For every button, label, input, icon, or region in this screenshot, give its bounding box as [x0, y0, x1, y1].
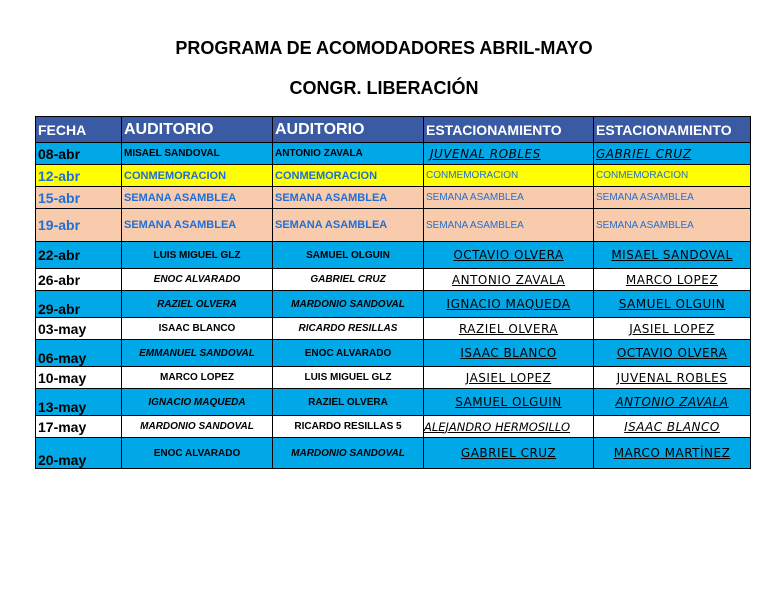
table-row — [36, 416, 751, 438]
table-row — [36, 187, 751, 209]
auditorio-1-cell: IGNACIO MAQUEDA — [122, 389, 273, 416]
estacionamiento-1-name: GABRIEL CRUZ — [460, 446, 557, 460]
auditorio-2-cell: GABRIEL CRUZ — [273, 269, 424, 291]
auditorio-2-cell: RICARDO RESILLAS — [273, 318, 424, 340]
estacionamiento-2-name: GABRIEL CRUZ — [596, 146, 692, 161]
estacionamiento-1-cell — [424, 318, 594, 340]
row-date: 15-abr — [36, 187, 122, 209]
estacionamiento-1-cell — [424, 389, 594, 416]
estacionamiento-1-name: JASIEL LOPEZ — [465, 370, 552, 385]
estacionamiento-2-cell: CONMEMORACION — [594, 165, 751, 187]
table-row — [36, 209, 751, 242]
table-row — [36, 165, 751, 187]
estacionamiento-2-name: ANTONIO ZAVALA — [615, 395, 729, 409]
estacionamiento-2-name: SAMUEL OLGUIN — [618, 297, 726, 311]
estacionamiento-1-cell — [424, 269, 594, 291]
estacionamiento-2-cell — [594, 389, 751, 416]
row-date: 06-may — [36, 340, 122, 367]
table-row — [36, 389, 751, 416]
auditorio-2-cell: ANTONIO ZAVALA — [273, 143, 424, 165]
row-date: 13-may — [36, 389, 122, 416]
estacionamiento-2-name: MISAEL SANDOVAL — [611, 248, 733, 262]
estacionamiento-2-cell — [594, 318, 751, 340]
page-subtitle: CONGR. LIBERACIÓN — [289, 78, 479, 98]
auditorio-1-cell: MISAEL SANDOVAL — [122, 143, 273, 165]
estacionamiento-2-cell — [594, 416, 751, 438]
estacionamiento-2-cell — [594, 269, 751, 291]
estacionamiento-1-name: ANTONIO ZAVALA — [451, 272, 566, 287]
row-date: 29-abr — [36, 291, 122, 318]
table-row — [36, 318, 751, 340]
table-row — [36, 367, 751, 389]
auditorio-1-cell: LUIS MIGUEL GLZ — [122, 242, 273, 269]
auditorio-2-cell: RICARDO RESILLAS 5 — [273, 416, 424, 438]
estacionamiento-1-cell — [424, 242, 594, 269]
estacionamiento-1-cell: SEMANA ASAMBLEA — [424, 209, 594, 242]
estacionamiento-2-name: MARCO LOPEZ — [625, 272, 719, 287]
auditorio-2-cell: RAZIEL OLVERA — [273, 389, 424, 416]
estacionamiento-1-name: RAZIEL OLVERA — [458, 321, 559, 336]
row-date: 22-abr — [36, 242, 122, 269]
header-estacionamiento-2: ESTACIONAMIENTO — [594, 117, 751, 143]
estacionamiento-2-name: OCTAVIO OLVERA — [616, 346, 728, 360]
auditorio-2-cell: SEMANA ASAMBLEA — [273, 187, 424, 209]
auditorio-1-cell: ENOC ALVARADO — [122, 269, 273, 291]
auditorio-2-cell: CONMEMORACION — [273, 165, 424, 187]
row-date: 10-may — [36, 367, 122, 389]
auditorio-1-cell: MARDONIO SANDOVAL — [122, 416, 273, 438]
row-date: 12-abr — [36, 165, 122, 187]
estacionamiento-1-cell — [424, 291, 594, 318]
estacionamiento-2-cell: SEMANA ASAMBLEA — [594, 209, 751, 242]
row-date: 26-abr — [36, 269, 122, 291]
estacionamiento-1-cell — [424, 438, 594, 469]
auditorio-2-cell: MARDONIO SANDOVAL — [273, 291, 424, 318]
table-row — [36, 340, 751, 367]
estacionamiento-2-cell — [594, 242, 751, 269]
auditorio-2-cell: SAMUEL OLGUIN — [273, 242, 424, 269]
estacionamiento-1-cell — [424, 367, 594, 389]
estacionamiento-1-name: SAMUEL OLGUIN — [455, 395, 562, 409]
header-auditorio-1: AUDITORIO — [122, 117, 273, 143]
auditorio-1-cell: CONMEMORACION — [122, 165, 273, 187]
estacionamiento-1-name: IGNACIO MAQUEDA — [446, 297, 571, 311]
auditorio-1-cell: EMMANUEL SANDOVAL — [122, 340, 273, 367]
estacionamiento-1-cell — [424, 416, 594, 438]
estacionamiento-1-name: ALEJANDRO HERMOSILLO — [424, 419, 571, 434]
table-row — [36, 242, 751, 269]
auditorio-1-cell: SEMANA ASAMBLEA — [122, 209, 273, 242]
table-row — [36, 291, 751, 318]
estacionamiento-1-name: JUVENAL ROBLES — [430, 146, 541, 161]
auditorio-1-cell: ENOC ALVARADO — [122, 438, 273, 469]
table-row — [36, 269, 751, 291]
auditorio-2-cell: SEMANA ASAMBLEA — [273, 209, 424, 242]
row-date: 19-abr — [36, 209, 122, 242]
estacionamiento-1-cell: SEMANA ASAMBLEA — [424, 187, 594, 209]
row-date: 03-may — [36, 318, 122, 340]
header-auditorio-2: AUDITORIO — [273, 117, 424, 143]
estacionamiento-1-cell — [424, 340, 594, 367]
estacionamiento-2-cell — [594, 143, 751, 165]
schedule-table — [35, 116, 751, 469]
estacionamiento-2-cell — [594, 438, 751, 469]
estacionamiento-2-name: ISAAC BLANCO — [624, 419, 720, 434]
estacionamiento-2-cell — [594, 340, 751, 367]
estacionamiento-1-name: ISAAC BLANCO — [460, 346, 557, 360]
estacionamiento-2-name: MARCO MARTÍNEZ — [613, 446, 731, 460]
estacionamiento-2-name: JUVENAL ROBLES — [616, 370, 728, 385]
table-row — [36, 438, 751, 469]
header-row — [36, 117, 751, 143]
auditorio-2-cell: MARDONIO SANDOVAL — [273, 438, 424, 469]
header-estacionamiento-1: ESTACIONAMIENTO — [424, 117, 594, 143]
header-date: FECHA — [36, 117, 122, 143]
estacionamiento-1-cell: CONMEMORACION — [424, 165, 594, 187]
estacionamiento-2-cell — [594, 291, 751, 318]
auditorio-1-cell: MARCO LOPEZ — [122, 367, 273, 389]
table-row — [36, 143, 751, 165]
estacionamiento-1-cell — [424, 143, 594, 165]
estacionamiento-1-name: OCTAVIO OLVERA — [453, 248, 564, 262]
auditorio-1-cell: SEMANA ASAMBLEA — [122, 187, 273, 209]
estacionamiento-2-cell — [594, 367, 751, 389]
estacionamiento-2-name: JASIEL LOPEZ — [629, 321, 715, 336]
page-title: PROGRAMA DE ACOMODADORES ABRIL-MAYO — [175, 38, 593, 58]
auditorio-2-cell: ENOC ALVARADO — [273, 340, 424, 367]
row-date: 20-may — [36, 438, 122, 469]
row-date: 08-abr — [36, 143, 122, 165]
auditorio-2-cell: LUIS MIGUEL GLZ — [273, 367, 424, 389]
row-date: 17-may — [36, 416, 122, 438]
auditorio-1-cell: ISAAC BLANCO — [122, 318, 273, 340]
estacionamiento-2-cell: SEMANA ASAMBLEA — [594, 187, 751, 209]
auditorio-1-cell: RAZIEL OLVERA — [122, 291, 273, 318]
